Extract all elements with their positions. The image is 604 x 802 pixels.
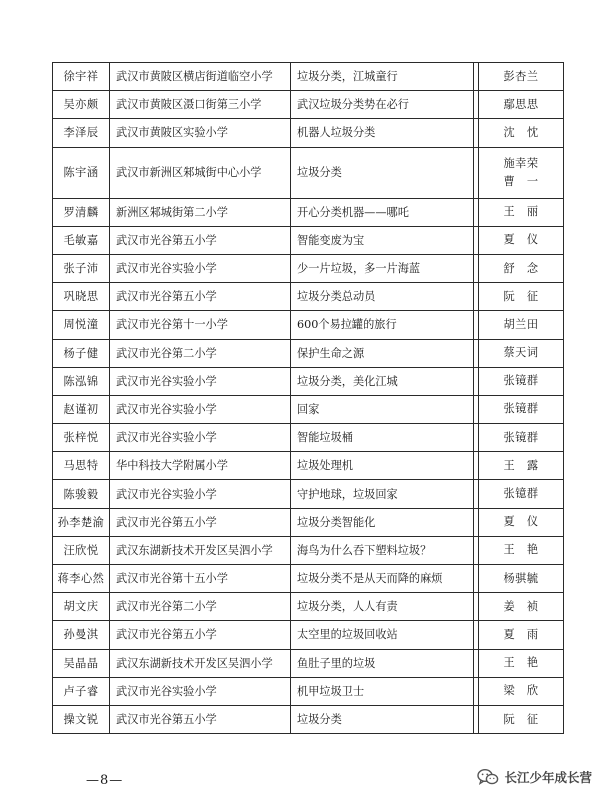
school-cell: 武汉市光谷第五小学	[110, 226, 291, 254]
student-name-cell: 蒋李心然	[53, 565, 110, 593]
school-cell: 武汉东湖新技术开发区吴泗小学	[110, 536, 291, 564]
student-name-cell: 张子沛	[53, 254, 110, 282]
student-name-cell: 李泽辰	[53, 119, 110, 147]
student-name-cell: 赵谨初	[53, 395, 110, 423]
student-name-cell: 陈宇涵	[53, 147, 110, 198]
table-row	[53, 311, 564, 339]
student-name-cell: 周悦潼	[53, 311, 110, 339]
student-name-cell: 吴亦颇	[53, 91, 110, 119]
work-title-cell: 智能变废为宝	[291, 226, 474, 254]
teacher-name: 张镜群	[503, 430, 539, 444]
teacher-name: 蔡天词	[503, 346, 539, 360]
table-row	[53, 395, 564, 423]
teacher-name: 沈 忱	[503, 125, 539, 139]
teacher-name: 姜 祯	[503, 599, 539, 613]
teacher-cell	[479, 339, 564, 367]
teacher-cell	[479, 147, 564, 198]
teacher-cell	[479, 63, 564, 91]
teacher-cell	[479, 565, 564, 593]
table-row	[53, 677, 564, 705]
school-cell: 武汉市光谷实验小学	[110, 424, 291, 452]
student-name-cell: 徐宇祥	[53, 63, 110, 91]
table-row	[53, 480, 564, 508]
work-title-cell: 机甲垃圾卫士	[291, 677, 474, 705]
teacher-name: 鄢思思	[503, 97, 539, 111]
school-cell: 武汉东湖新技术开发区吴泗小学	[110, 649, 291, 677]
school-cell: 武汉市光谷实验小学	[110, 677, 291, 705]
table-row	[53, 339, 564, 367]
teacher-name: 张镱群	[503, 487, 539, 501]
table-row	[53, 254, 564, 282]
teacher-name: 夏 仪	[503, 515, 539, 529]
table-row	[53, 367, 564, 395]
teacher-name: 舒 念	[503, 261, 539, 275]
teacher-name: 胡兰田	[503, 317, 539, 331]
teacher-cell	[479, 480, 564, 508]
student-name-cell: 陈骏毅	[53, 480, 110, 508]
teacher-name: 梁 欣	[503, 684, 539, 698]
teacher-cell	[479, 536, 564, 564]
work-title-cell: 保护生命之源	[291, 339, 474, 367]
teacher-name: 杨骐毓	[503, 571, 539, 585]
teacher-cell	[479, 367, 564, 395]
school-cell: 武汉市黄陂区滠口街第三小学	[110, 91, 291, 119]
teacher-name: 彭杏兰	[503, 69, 539, 83]
work-title-cell: 太空里的垃圾回收站	[291, 621, 474, 649]
school-cell: 武汉市光谷第五小学	[110, 508, 291, 536]
teacher-cell	[479, 119, 564, 147]
watermark-text: 长江少年成长营	[504, 770, 592, 785]
teacher-cell	[479, 508, 564, 536]
teacher-cell	[479, 283, 564, 311]
table-body	[53, 63, 564, 734]
teacher-name: 张镜群	[503, 402, 539, 416]
table-row	[53, 508, 564, 536]
student-name-cell: 陈泓锦	[53, 367, 110, 395]
school-cell: 华中科技大学附属小学	[110, 452, 291, 480]
school-cell: 武汉市黄陂区实验小学	[110, 119, 291, 147]
teacher-cell	[479, 311, 564, 339]
student-name-cell: 操文锐	[53, 705, 110, 733]
teacher-cell	[479, 254, 564, 282]
work-title-cell: 机器人垃圾分类	[291, 119, 474, 147]
teacher-name: 王 艳	[503, 656, 539, 670]
teacher-cell	[479, 91, 564, 119]
table-row	[53, 705, 564, 733]
table-row	[53, 198, 564, 226]
work-title-cell: 垃圾分类	[291, 705, 474, 733]
school-cell: 武汉市新洲区邾城街中心小学	[110, 147, 291, 198]
work-title-cell: 垃圾分类	[291, 147, 474, 198]
teacher-name: 夏 仪	[503, 233, 539, 247]
student-name-cell: 吴晶晶	[53, 649, 110, 677]
teacher-cell	[479, 677, 564, 705]
table-row	[53, 424, 564, 452]
teacher-name: 王 丽	[503, 205, 539, 219]
table-row	[53, 226, 564, 254]
teacher-cell	[479, 593, 564, 621]
wechat-icon	[477, 768, 499, 786]
student-name-cell: 汪欣悦	[53, 536, 110, 564]
school-cell: 武汉市光谷实验小学	[110, 395, 291, 423]
work-title-cell: 海鸟为什么吞下塑料垃圾？	[291, 536, 474, 564]
school-cell: 武汉市光谷第五小学	[110, 283, 291, 311]
school-cell: 武汉市黄陂区横店街道临空小学	[110, 63, 291, 91]
table-row	[53, 91, 564, 119]
work-title-cell: 垃圾分类总动员	[291, 283, 474, 311]
student-name-cell: 孙曼淇	[53, 621, 110, 649]
teacher-name: 张镜群	[503, 374, 539, 388]
table-row	[53, 452, 564, 480]
school-cell: 武汉市光谷实验小学	[110, 367, 291, 395]
school-cell: 武汉市光谷第二小学	[110, 593, 291, 621]
table-row	[53, 621, 564, 649]
school-cell: 武汉市光谷第十五小学	[110, 565, 291, 593]
table-row	[53, 283, 564, 311]
teacher-name: 阮 征	[503, 712, 539, 726]
student-name-cell: 孙李楚渝	[53, 508, 110, 536]
work-title-cell: 垃圾分类，人人有责	[291, 593, 474, 621]
school-cell: 武汉市光谷第五小学	[110, 621, 291, 649]
student-name-cell: 卢子睿	[53, 677, 110, 705]
teacher-cell	[479, 226, 564, 254]
work-title-cell: 回家	[291, 395, 474, 423]
student-name-cell: 巩晓思	[53, 283, 110, 311]
work-title-cell: 智能垃圾桶	[291, 424, 474, 452]
work-title-cell: 垃圾分类不是从天而降的麻烦	[291, 565, 474, 593]
teacher-cell	[479, 621, 564, 649]
teacher-name: 王 艳	[503, 543, 539, 557]
work-title-cell: 600个易拉罐的旅行	[291, 311, 474, 339]
work-title-cell: 武汉垃圾分类势在必行	[291, 91, 474, 119]
page-number: —8—	[86, 773, 124, 788]
school-cell: 新洲区邾城街第二小学	[110, 198, 291, 226]
award-list-table	[52, 62, 564, 734]
work-title-cell: 开心分类机器——哪吒	[291, 198, 474, 226]
student-name-cell: 张梓悦	[53, 424, 110, 452]
student-name-cell: 罗清麟	[53, 198, 110, 226]
teacher-name: 曹 一	[503, 174, 539, 188]
watermark	[477, 768, 592, 786]
work-title-cell: 少一片垃圾，多一片海蓝	[291, 254, 474, 282]
work-title-cell: 鱼肚子里的垃圾	[291, 649, 474, 677]
school-cell: 武汉市光谷第十一小学	[110, 311, 291, 339]
table-row	[53, 649, 564, 677]
school-cell: 武汉市光谷实验小学	[110, 480, 291, 508]
teacher-cell	[479, 649, 564, 677]
work-title-cell: 垃圾处理机	[291, 452, 474, 480]
teacher-name: 施幸荣	[503, 156, 539, 170]
work-title-cell: 垃圾分类智能化	[291, 508, 474, 536]
table-row	[53, 593, 564, 621]
teacher-name: 夏 雨	[503, 627, 539, 641]
school-cell: 武汉市光谷第五小学	[110, 705, 291, 733]
school-cell: 武汉市光谷实验小学	[110, 254, 291, 282]
teacher-cell	[479, 424, 564, 452]
work-title-cell: 垃圾分类，美化江城	[291, 367, 474, 395]
teacher-cell	[479, 198, 564, 226]
work-title-cell: 垃圾分类，江城童行	[291, 63, 474, 91]
teacher-name: 阮 征	[503, 289, 539, 303]
student-name-cell: 杨子健	[53, 339, 110, 367]
student-name-cell: 胡文庆	[53, 593, 110, 621]
teacher-cell	[479, 705, 564, 733]
teacher-cell	[479, 395, 564, 423]
table-row	[53, 63, 564, 91]
table-row	[53, 119, 564, 147]
teacher-name: 王 露	[503, 458, 539, 472]
student-name-cell: 毛敏嘉	[53, 226, 110, 254]
table-row	[53, 536, 564, 564]
student-name-cell: 马思特	[53, 452, 110, 480]
school-cell: 武汉市光谷第二小学	[110, 339, 291, 367]
table-row	[53, 147, 564, 198]
table-row	[53, 565, 564, 593]
work-title-cell: 守护地球，垃圾回家	[291, 480, 474, 508]
teacher-cell	[479, 452, 564, 480]
